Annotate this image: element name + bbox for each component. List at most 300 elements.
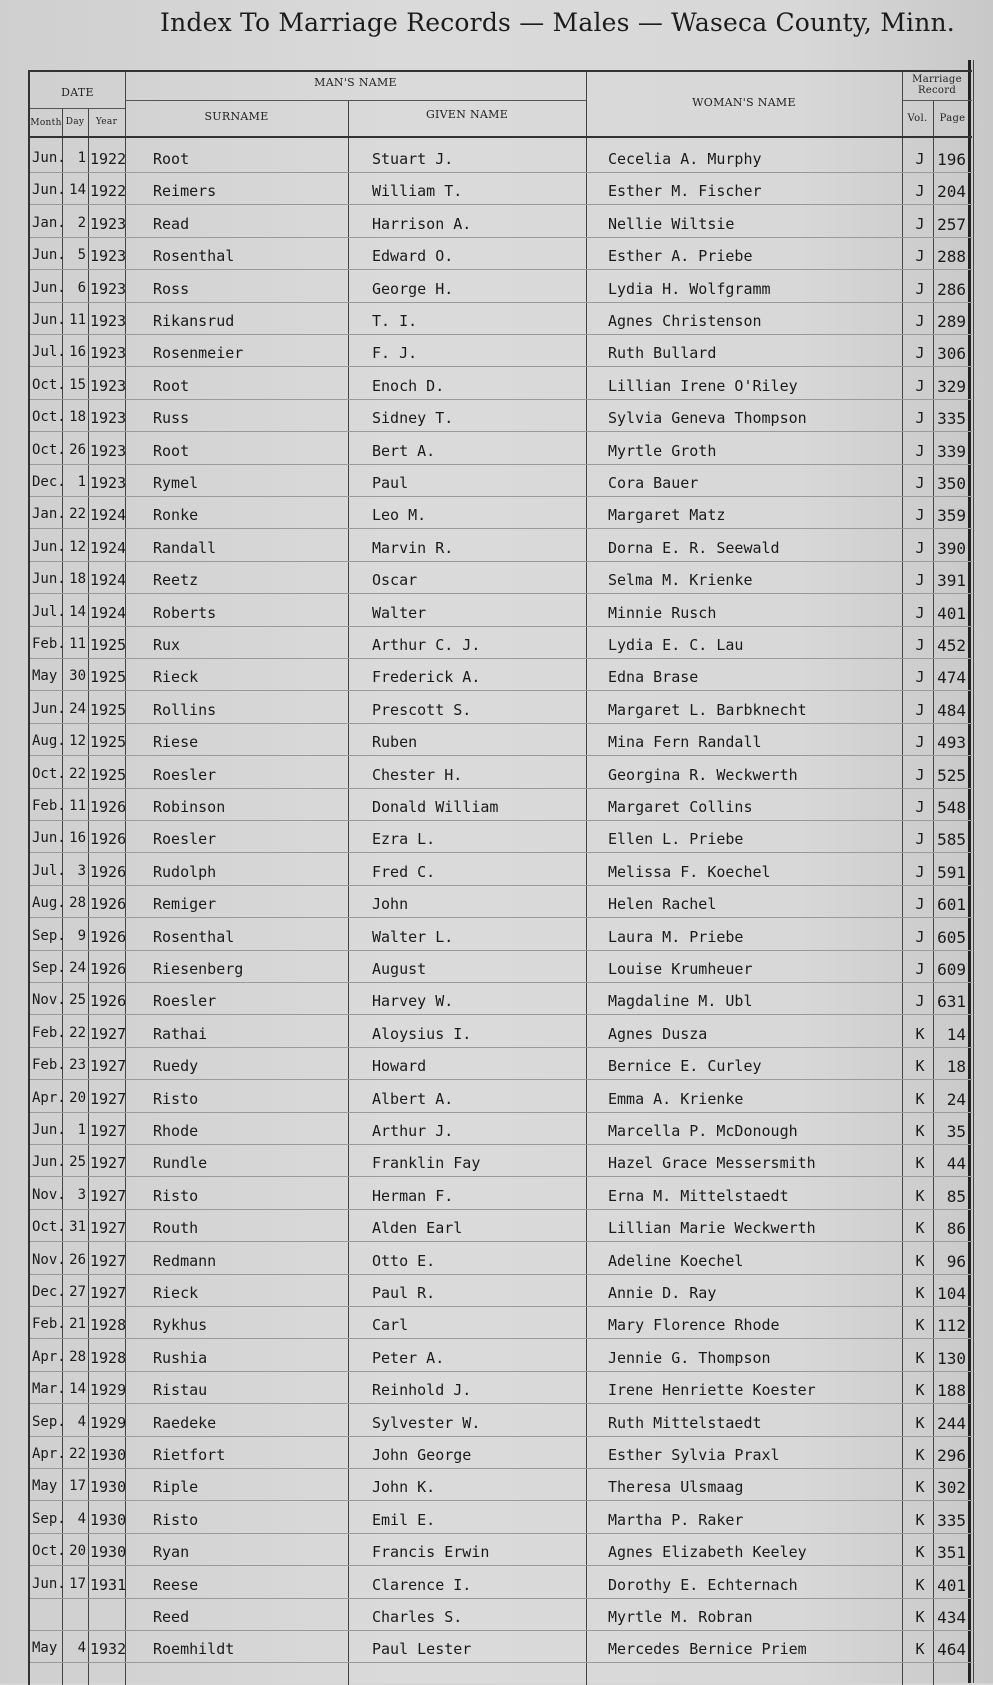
record-row	[30, 1535, 972, 1567]
record-row	[30, 207, 972, 239]
record-year: 1929	[90, 1381, 127, 1400]
record-day: 22	[69, 1024, 86, 1041]
record-month: Jun.	[32, 182, 66, 199]
record-month: Sep.	[32, 1413, 66, 1430]
record-given-name: Walter	[372, 603, 427, 622]
record-volume: K	[915, 1057, 925, 1076]
record-given-name: Donald William	[372, 798, 499, 816]
record-surname: Riesenberg	[153, 960, 244, 978]
record-row	[30, 174, 972, 206]
record-page: 474	[937, 668, 966, 688]
record-row	[30, 984, 972, 1016]
record-month: Oct.	[32, 1219, 66, 1236]
record-given-name: Fred C.	[372, 862, 436, 881]
record-row	[30, 369, 972, 401]
record-month: Oct.	[32, 409, 66, 426]
row-rule	[30, 852, 972, 853]
record-surname: Rietfort	[153, 1446, 226, 1464]
record-surname: Rathai	[153, 1024, 208, 1043]
record-day: 4	[77, 1640, 86, 1657]
record-month: Jun.	[32, 700, 66, 717]
record-given-name: Bert A.	[372, 441, 436, 460]
record-day: 31	[69, 1219, 86, 1236]
record-surname: Ryan	[153, 1543, 190, 1562]
record-page: 339	[937, 441, 966, 461]
record-row	[30, 563, 972, 595]
record-page: 335	[937, 409, 966, 429]
record-page: 104	[937, 1284, 966, 1303]
record-year: 1924	[90, 506, 127, 525]
record-surname: Rosenthal	[153, 247, 235, 266]
record-given-name: Sidney T.	[372, 409, 454, 428]
record-page: 525	[937, 765, 966, 785]
record-volume: J	[915, 441, 925, 460]
record-surname: Rieck	[153, 1284, 199, 1302]
record-given-name: Otto E.	[372, 1251, 436, 1270]
row-rule	[30, 1274, 972, 1275]
record-woman-name: Jennie G. Thompson	[608, 1348, 771, 1367]
record-volume: J	[915, 960, 925, 978]
record-year: 1923	[90, 441, 127, 460]
record-given-name: Leo M.	[372, 506, 427, 525]
row-rule	[30, 237, 972, 238]
record-woman-name: Adeline Koechel	[608, 1251, 744, 1270]
record-year: 1927	[90, 1024, 127, 1043]
record-row	[30, 1049, 972, 1081]
record-day: 22	[69, 1446, 86, 1462]
record-year: 1923	[90, 376, 127, 395]
record-row	[30, 790, 972, 822]
record-day: 22	[69, 765, 86, 782]
record-year: 1923	[90, 409, 127, 428]
record-surname: Roberts	[153, 603, 217, 622]
record-row	[30, 1438, 972, 1470]
row-rule	[30, 1436, 972, 1437]
record-day: 12	[69, 538, 86, 555]
record-page: 390	[937, 538, 966, 558]
record-day: 6	[77, 279, 86, 296]
record-year: 1926	[90, 830, 127, 849]
record-page: 96	[946, 1251, 966, 1271]
record-year: 1927	[90, 1089, 127, 1108]
record-year: 1923	[90, 279, 127, 298]
record-day: 5	[77, 247, 86, 264]
record-woman-name: Mary Florence Rhode	[608, 1316, 780, 1335]
record-month: Apr.	[32, 1446, 66, 1462]
record-volume: J	[915, 862, 925, 881]
record-page: 605	[937, 927, 966, 947]
record-woman-name: Minnie Rusch	[608, 603, 717, 622]
record-page: 631	[937, 992, 966, 1012]
record-given-name: John George	[372, 1446, 472, 1464]
record-month: Jun.	[32, 1122, 66, 1138]
record-page: 14	[946, 1024, 966, 1044]
record-woman-name: Agnes Christenson	[608, 312, 762, 330]
record-year: 1925	[90, 636, 127, 654]
record-day: 11	[69, 798, 86, 814]
record-volume: K	[915, 1478, 925, 1497]
record-year: 1929	[90, 1413, 127, 1432]
record-volume: J	[915, 409, 925, 428]
record-year: 1923	[90, 344, 127, 363]
record-volume: J	[915, 376, 925, 395]
record-page: 288	[937, 247, 966, 267]
header-day: Day	[65, 117, 85, 127]
record-woman-name: Laura M. Priebe	[608, 927, 744, 946]
record-year: 1924	[90, 538, 127, 557]
record-month: Nov.	[32, 1251, 66, 1268]
record-volume: K	[915, 1348, 925, 1367]
record-page: 391	[937, 571, 966, 591]
record-volume: J	[915, 700, 925, 719]
record-day: 11	[69, 312, 86, 328]
row-rule	[30, 755, 972, 756]
record-row	[30, 466, 972, 498]
record-volume: J	[915, 765, 925, 784]
record-row	[30, 434, 972, 466]
row-rule	[30, 204, 972, 205]
row-rule	[30, 950, 972, 951]
record-row	[30, 1114, 972, 1146]
record-volume: K	[915, 1608, 925, 1626]
record-surname: Reed	[153, 1608, 190, 1626]
record-day: 4	[77, 1510, 86, 1527]
row-rule	[30, 1533, 972, 1534]
record-volume: K	[915, 1024, 925, 1043]
record-row	[30, 855, 972, 887]
record-day: 30	[69, 668, 86, 685]
record-month: Jun.	[32, 150, 66, 166]
record-day: 28	[69, 1348, 86, 1365]
record-year: 1927	[90, 1251, 127, 1270]
record-surname: Root	[153, 376, 190, 395]
record-row	[30, 822, 972, 854]
record-given-name: Arthur C. J.	[372, 636, 481, 654]
record-page: 286	[937, 279, 966, 299]
record-volume: J	[915, 571, 925, 590]
record-row	[30, 1179, 972, 1211]
header-womans-name: WOMAN'S NAME	[692, 96, 796, 109]
record-woman-name: Myrtle M. Robran	[608, 1608, 753, 1626]
record-given-name: Chester H.	[372, 765, 463, 784]
record-page: 493	[937, 733, 966, 753]
record-month: Dec.	[32, 1284, 66, 1300]
record-year: 1926	[90, 992, 127, 1011]
record-month: Feb.	[32, 1057, 66, 1074]
record-surname: Read	[153, 214, 190, 233]
header-month: Month	[30, 118, 62, 128]
record-row	[30, 628, 972, 660]
row-rule	[30, 1079, 972, 1080]
record-row	[30, 401, 972, 433]
record-volume: J	[915, 895, 925, 914]
record-given-name: George H.	[372, 279, 454, 298]
row-rule	[30, 431, 972, 432]
record-given-name: Walter L.	[372, 927, 454, 946]
record-page: 85	[946, 1186, 966, 1206]
row-rule	[30, 690, 972, 691]
row-rule	[30, 399, 972, 400]
record-volume: J	[915, 798, 925, 816]
record-given-name: Emil E.	[372, 1510, 436, 1529]
record-month: Jan.	[32, 214, 66, 231]
record-given-name: Carl	[372, 1316, 409, 1335]
header-surname: SURNAME	[204, 110, 269, 123]
header-given-name: GIVEN NAME	[425, 108, 509, 121]
record-month: Nov.	[32, 992, 66, 1009]
header-mans-name: MAN'S NAME	[314, 76, 397, 89]
record-month: Oct.	[32, 376, 66, 393]
record-given-name: Peter A.	[372, 1348, 445, 1367]
record-row	[30, 336, 972, 368]
record-row	[30, 1406, 972, 1438]
record-page: 86	[946, 1219, 966, 1239]
record-day: 28	[69, 895, 86, 912]
record-month: Feb.	[32, 1024, 66, 1041]
record-surname: Redmann	[153, 1251, 217, 1270]
record-surname: Riple	[153, 1478, 199, 1497]
record-row	[30, 142, 972, 174]
record-day: 20	[69, 1089, 86, 1106]
record-woman-name: Lydia E. C. Lau	[608, 636, 744, 654]
row-rule	[30, 1500, 972, 1501]
record-given-name: Sylvester W.	[372, 1413, 481, 1432]
ledger-right-border-inner	[973, 60, 974, 1683]
record-volume: J	[915, 344, 925, 363]
record-row	[30, 1146, 972, 1178]
record-woman-name: Sylvia Geneva Thompson	[608, 409, 807, 428]
record-year: 1923	[90, 247, 127, 266]
record-page: 35	[946, 1122, 966, 1141]
record-year: 1925	[90, 700, 127, 719]
marriage-record-header-line	[902, 100, 972, 101]
record-woman-name: Esther M. Fischer	[608, 182, 762, 201]
record-volume: K	[915, 1381, 925, 1400]
row-rule	[30, 1209, 972, 1210]
record-volume: K	[915, 1219, 925, 1238]
record-woman-name: Ellen L. Priebe	[608, 830, 744, 849]
record-surname: Root	[153, 150, 190, 168]
record-woman-name: Margaret Collins	[608, 798, 753, 816]
row-rule	[30, 820, 972, 821]
record-month: Jun.	[32, 571, 66, 588]
record-woman-name: Esther Sylvia Praxl	[608, 1446, 780, 1464]
record-surname: Rieck	[153, 668, 199, 687]
record-surname: Routh	[153, 1219, 199, 1238]
record-day: 1	[77, 1122, 86, 1138]
record-surname: Rushia	[153, 1348, 208, 1367]
record-day: 1	[77, 150, 86, 166]
record-page: 484	[937, 700, 966, 720]
record-page: 464	[937, 1640, 966, 1660]
record-month: Oct.	[32, 1543, 66, 1560]
record-volume: K	[915, 1154, 925, 1173]
row-rule	[30, 1468, 972, 1469]
row-rule	[30, 172, 972, 173]
row-rule	[30, 982, 972, 983]
record-day: 14	[69, 603, 86, 620]
record-volume: J	[915, 474, 925, 492]
record-row	[30, 304, 972, 336]
record-given-name: Stuart J.	[372, 150, 454, 168]
record-given-name: Paul R.	[372, 1284, 436, 1302]
record-page: 329	[937, 376, 966, 396]
record-woman-name: Emma A. Krienke	[608, 1089, 744, 1108]
record-given-name: T. I.	[372, 312, 418, 330]
row-rule	[30, 1241, 972, 1242]
record-woman-name: Dorothy E. Echternach	[608, 1575, 798, 1594]
record-year: 1926	[90, 862, 127, 881]
record-day: 18	[69, 409, 86, 426]
record-row	[30, 1082, 972, 1114]
record-volume: J	[915, 214, 925, 233]
record-woman-name: Mercedes Bernice Priem	[608, 1640, 807, 1659]
record-day: 20	[69, 1543, 86, 1560]
record-page: 302	[937, 1478, 966, 1498]
record-row	[30, 1470, 972, 1502]
record-year: 1926	[90, 895, 127, 914]
record-given-name: Paul Lester	[372, 1640, 472, 1659]
record-surname: Riese	[153, 733, 199, 752]
record-year: 1930	[90, 1446, 127, 1464]
record-day: 26	[69, 1251, 86, 1268]
record-given-name: Albert A.	[372, 1089, 454, 1108]
record-year: 1930	[90, 1478, 127, 1497]
record-month: Oct.	[32, 441, 66, 458]
record-volume: J	[915, 538, 925, 557]
record-row	[30, 725, 972, 757]
record-woman-name: Martha P. Raker	[608, 1510, 744, 1529]
record-page: 601	[937, 895, 966, 915]
row-rule	[30, 1144, 972, 1145]
record-row	[30, 1017, 972, 1049]
row-rule	[30, 593, 972, 594]
record-row	[30, 1244, 972, 1276]
record-given-name: Ezra L.	[372, 830, 436, 849]
record-given-name: William T.	[372, 182, 463, 201]
record-page: 350	[937, 474, 966, 493]
record-volume: J	[915, 506, 925, 525]
record-page: 401	[937, 603, 966, 623]
row-rule	[30, 496, 972, 497]
record-surname: Risto	[153, 1186, 199, 1205]
record-woman-name: Esther A. Priebe	[608, 247, 753, 266]
record-volume: K	[915, 1510, 925, 1529]
header-date: DATE	[61, 86, 94, 99]
record-woman-name: Margaret Matz	[608, 506, 726, 525]
record-surname: Randall	[153, 538, 217, 557]
record-volume: J	[915, 830, 925, 849]
record-day: 17	[69, 1575, 86, 1592]
record-row	[30, 531, 972, 563]
record-page: 401	[937, 1575, 966, 1595]
record-year: 1927	[90, 1219, 127, 1238]
record-woman-name: Georgina R. Weckwerth	[608, 765, 798, 784]
record-surname: Roemhildt	[153, 1640, 235, 1659]
record-volume: K	[915, 1089, 925, 1108]
record-year: 1931	[90, 1575, 127, 1594]
record-given-name: John K.	[372, 1478, 436, 1497]
record-page: 188	[937, 1381, 966, 1401]
record-row	[30, 1600, 972, 1632]
record-year: 1925	[90, 733, 127, 752]
record-surname: Rosenthal	[153, 927, 235, 946]
header-vol: Vol.	[907, 113, 928, 124]
record-month: Sep.	[32, 927, 66, 944]
record-volume: J	[915, 312, 925, 330]
record-year: 1925	[90, 765, 127, 784]
record-page: 585	[937, 830, 966, 850]
record-woman-name: Irene Henriette Koester	[608, 1381, 816, 1400]
page-title: Index To Marriage Records — Males — Waseca County, Minn.	[160, 8, 955, 37]
row-rule	[30, 658, 972, 659]
record-woman-name: Myrtle Groth	[608, 441, 717, 460]
record-given-name: Frederick A.	[372, 668, 481, 687]
record-volume: K	[915, 1575, 925, 1594]
record-surname: Reese	[153, 1575, 199, 1594]
record-row	[30, 1308, 972, 1340]
record-page: 306	[937, 344, 966, 364]
record-volume: K	[915, 1122, 925, 1140]
record-surname: Robinson	[153, 798, 226, 816]
row-rule	[30, 1630, 972, 1631]
record-year: 1928	[90, 1316, 127, 1335]
record-year: 1926	[90, 927, 127, 946]
record-row	[30, 887, 972, 919]
record-day: 1	[77, 474, 86, 490]
record-given-name: Prescott S.	[372, 700, 472, 719]
record-woman-name: Lillian Marie Weckwerth	[608, 1219, 816, 1238]
record-surname: Remiger	[153, 895, 217, 914]
record-woman-name: Erna M. Mittelstaedt	[608, 1186, 789, 1205]
record-year: 1925	[90, 668, 127, 687]
record-given-name: Franklin Fay	[372, 1154, 481, 1173]
record-month: Jul.	[32, 603, 66, 620]
row-rule	[30, 1338, 972, 1339]
record-month: Nov.	[32, 1186, 66, 1203]
record-row	[30, 952, 972, 984]
record-year: 1924	[90, 571, 127, 590]
record-year: 1926	[90, 960, 127, 978]
record-volume: K	[915, 1186, 925, 1205]
row-rule	[30, 1306, 972, 1307]
record-page: 130	[937, 1348, 966, 1368]
record-year: 1928	[90, 1348, 127, 1367]
header-bottom-line	[30, 136, 972, 138]
record-volume: J	[915, 733, 925, 752]
record-month: Jun.	[32, 312, 66, 328]
record-day: 3	[77, 862, 86, 879]
record-given-name: Edward O.	[372, 247, 454, 266]
record-given-name: F. J.	[372, 344, 418, 363]
record-month: Jul.	[32, 344, 66, 361]
record-day: 27	[69, 1284, 86, 1300]
record-given-name: Reinhold J.	[372, 1381, 472, 1400]
record-row	[30, 758, 972, 790]
record-volume: K	[915, 1251, 925, 1270]
record-year: 1926	[90, 798, 127, 816]
record-day: 2	[77, 214, 86, 231]
record-woman-name: Ruth Mittelstaedt	[608, 1413, 762, 1432]
record-year: 1927	[90, 1122, 127, 1140]
record-year: 1930	[90, 1543, 127, 1562]
record-given-name: Howard	[372, 1057, 427, 1076]
record-woman-name: Agnes Elizabeth Keeley	[608, 1543, 807, 1562]
mans-name-header-line	[125, 100, 586, 101]
row-rule	[30, 464, 972, 465]
record-row	[30, 920, 972, 952]
record-surname: Risto	[153, 1089, 199, 1108]
